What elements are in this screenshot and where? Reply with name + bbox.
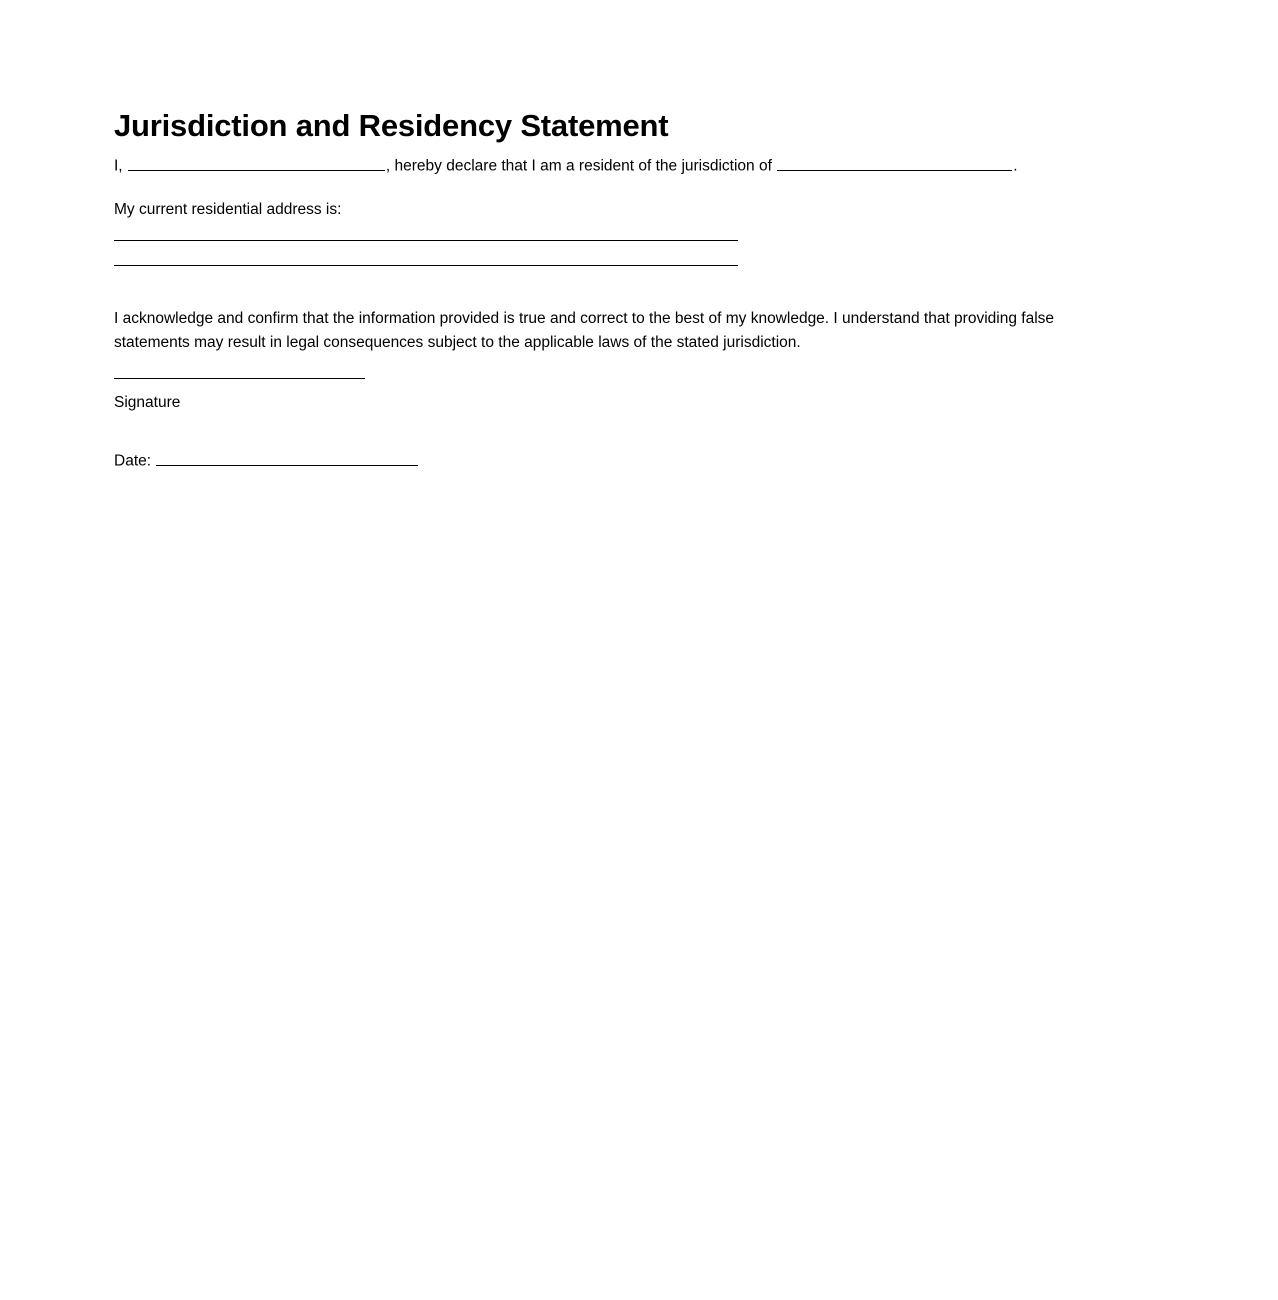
date-line xyxy=(114,450,419,473)
date-blank[interactable] xyxy=(156,450,418,466)
date-label: Date: xyxy=(114,452,156,470)
declaration-suffix-text: . xyxy=(1013,157,1018,175)
address-line-2-rule[interactable] xyxy=(114,265,738,266)
residential-address-label: My current residential address is: xyxy=(114,201,342,218)
signature-line-rule[interactable] xyxy=(114,378,365,379)
declaration-prefix-text: I, xyxy=(114,157,127,175)
declaration-middle-text: , hereby declare that I am a resident of the jurisdiction of xyxy=(385,157,777,175)
declarant-name-blank[interactable] xyxy=(128,155,385,171)
address-line-1-rule[interactable] xyxy=(114,240,738,241)
signature-label: Signature xyxy=(114,394,181,411)
jurisdiction-blank[interactable] xyxy=(777,155,1012,171)
declaration-line xyxy=(114,155,1018,178)
page-title: Jurisdiction and Residency Statement xyxy=(114,107,669,143)
acknowledgment-paragraph: I acknowledge and confirm that the information provided is true and correct to the best of my knowledge. I understand that providing false statements may result in legal consequences subject to the applicable laws of the stated jurisdiction. xyxy=(114,309,1055,351)
